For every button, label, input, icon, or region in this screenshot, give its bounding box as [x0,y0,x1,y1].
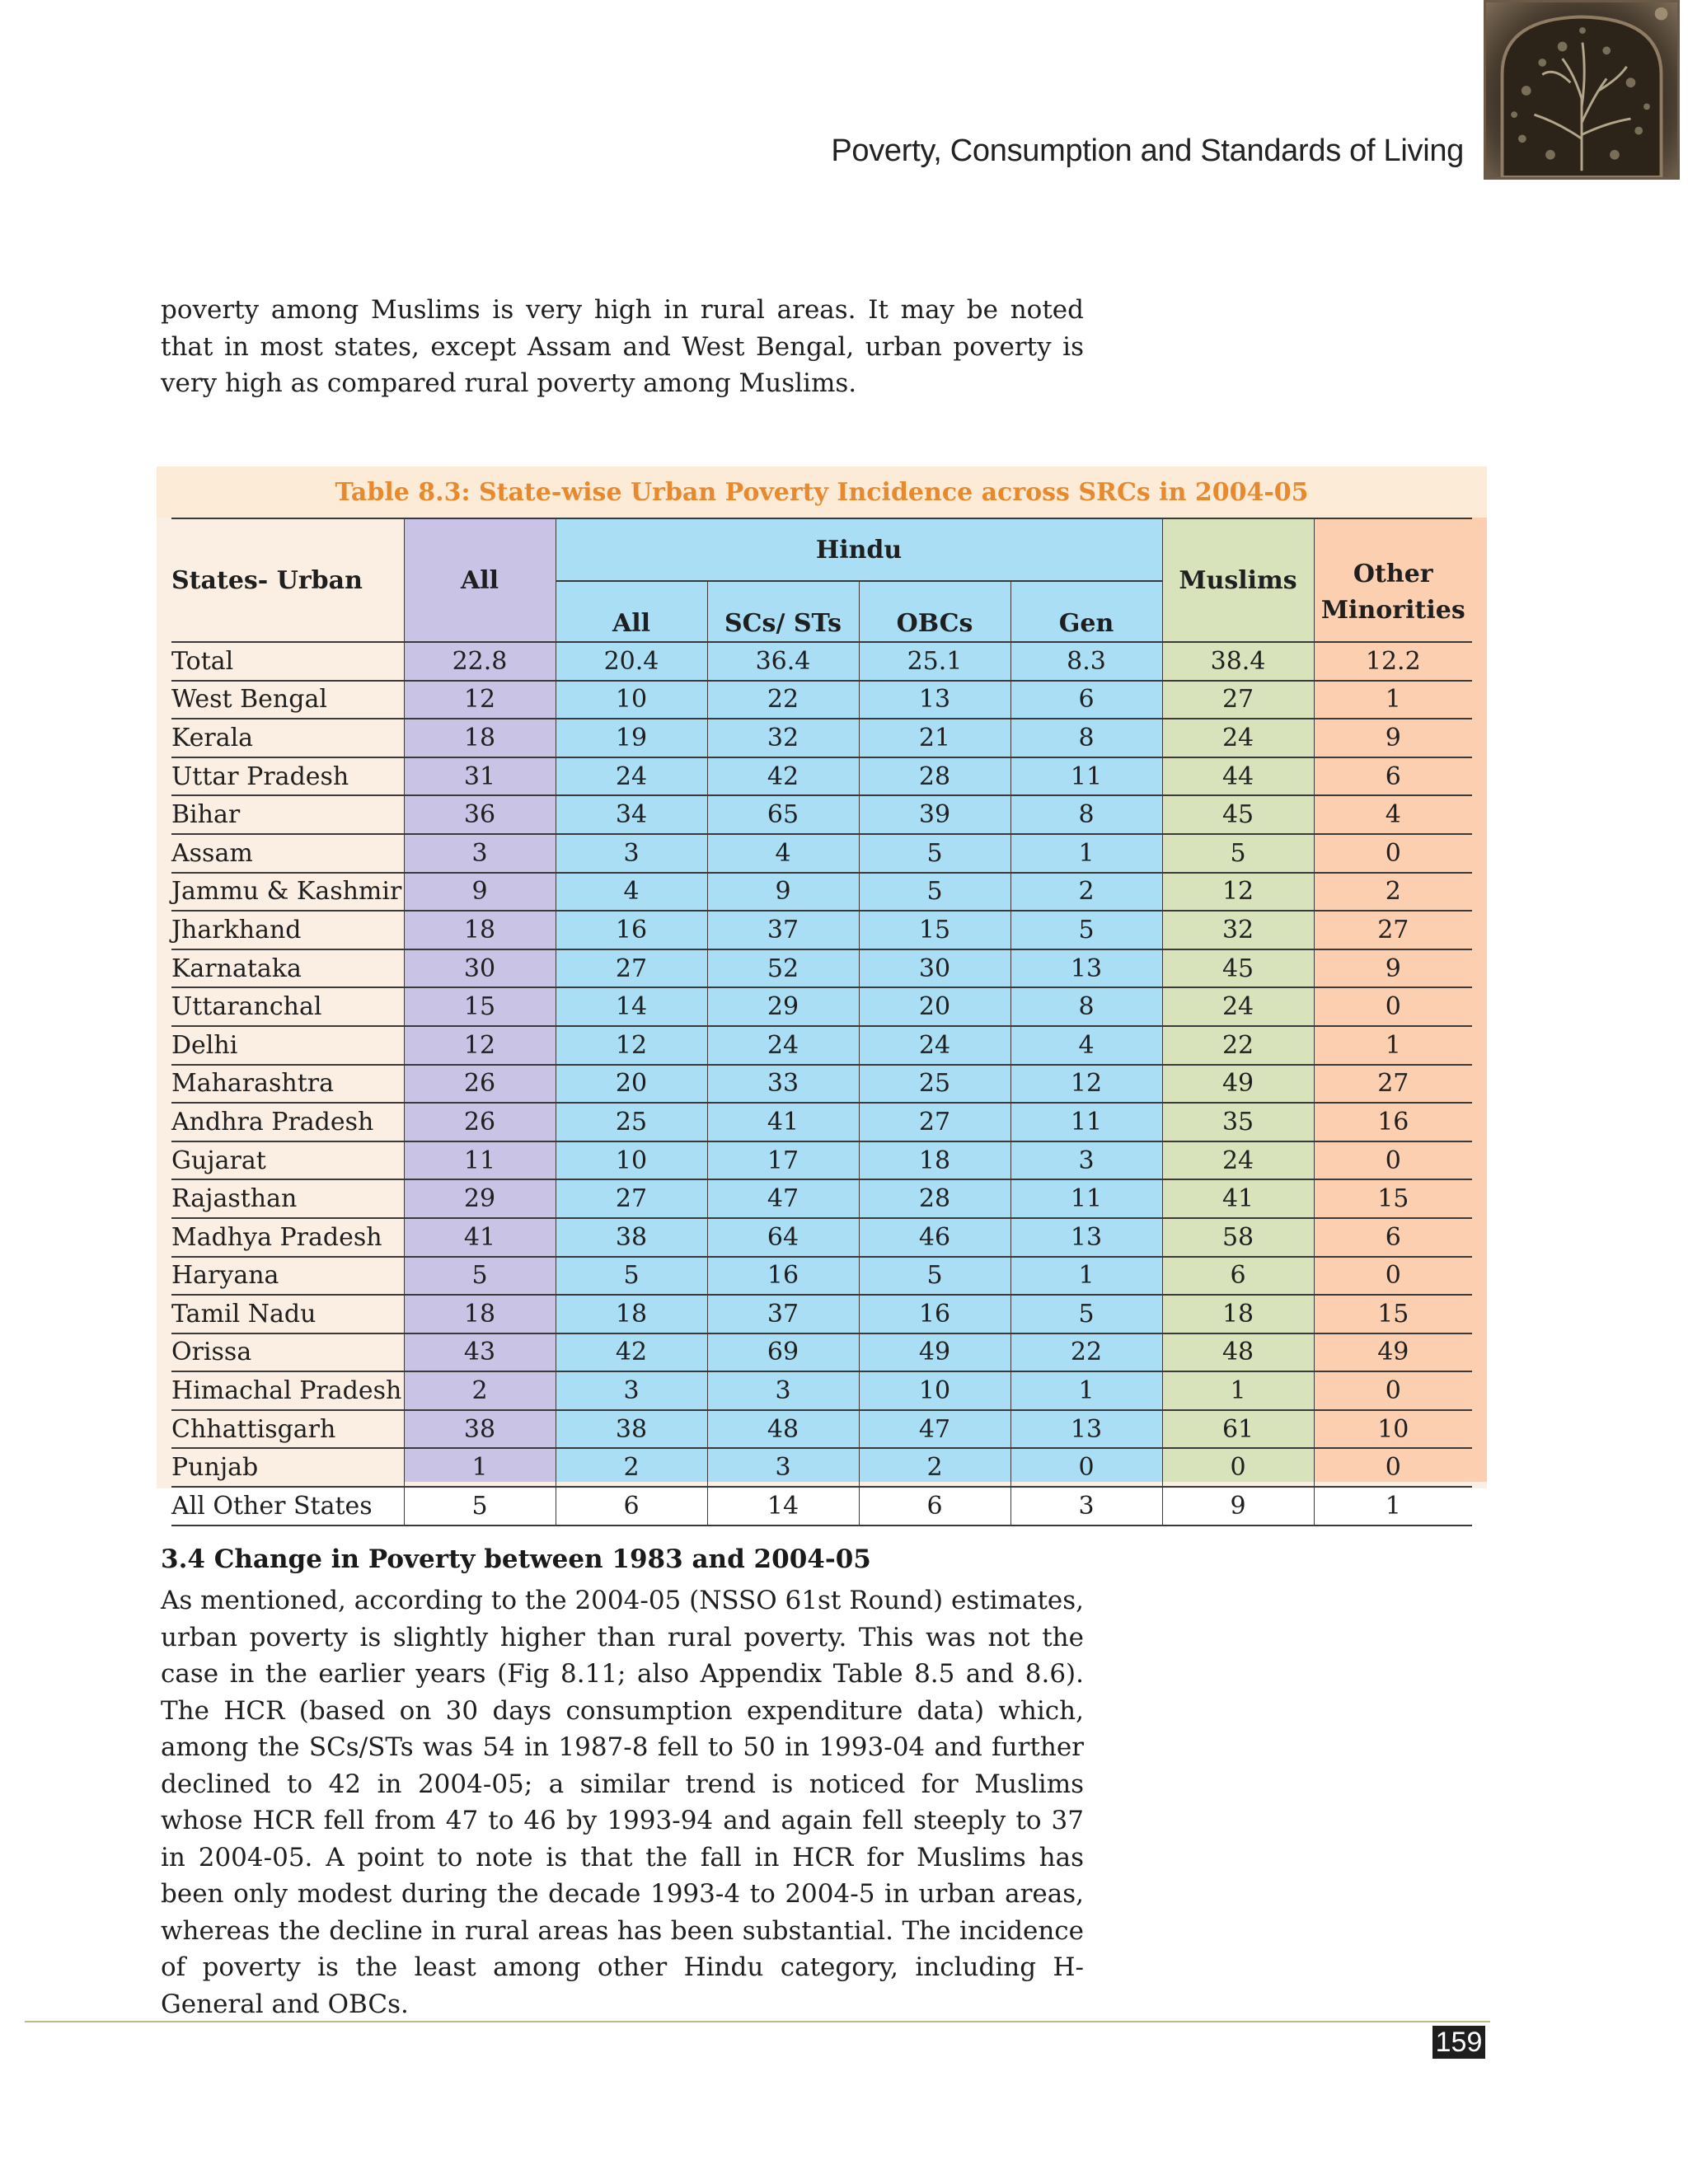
cell-state: Punjab [171,1448,404,1487]
cell-hindu-scst: 33 [707,1065,859,1104]
cell-all: 38 [404,1410,556,1449]
cell-hindu-obcs: 27 [859,1103,1010,1141]
cell-muslims: 12 [1162,873,1314,912]
table-row [171,1487,1472,1526]
cell-hindu-obcs: 25.1 [859,642,1010,681]
cell-hindu-scst: 9 [707,873,859,912]
cell-hindu-gen: 8.3 [1010,642,1162,681]
cell-muslims: 9 [1162,1487,1314,1526]
cell-other-minorities: 0 [1314,834,1472,873]
cell-hindu-gen: 8 [1010,719,1162,757]
cell-state: Chhattisgarh [171,1410,404,1449]
cell-hindu-all: 3 [556,834,707,873]
cell-hindu-all: 25 [556,1103,707,1141]
table-row [171,1026,1472,1065]
cell-hindu-gen: 13 [1010,949,1162,988]
cell-hindu-scst: 69 [707,1333,859,1372]
cell-all: 5 [404,1257,556,1296]
cell-all: 26 [404,1065,556,1104]
cell-other-minorities: 15 [1314,1179,1472,1218]
cell-state: Tamil Nadu [171,1295,404,1333]
table-row [171,834,1472,873]
cell-hindu-all: 34 [556,795,707,834]
cell-other-minorities: 12.2 [1314,642,1472,681]
table-row [171,949,1472,988]
cell-hindu-gen: 11 [1010,757,1162,796]
header-other-minorities: Other Minorities [1314,518,1472,642]
cell-hindu-obcs: 46 [859,1218,1010,1257]
cell-all: 1 [404,1448,556,1487]
cell-other-minorities: 6 [1314,1218,1472,1257]
cell-hindu-scst: 24 [707,1026,859,1065]
cell-hindu-all: 5 [556,1257,707,1296]
header-hindu-gen: Gen [1010,581,1162,642]
cell-state: Rajasthan [171,1179,404,1218]
cell-all: 11 [404,1141,556,1180]
cell-hindu-scst: 14 [707,1487,859,1526]
cell-hindu-scst: 3 [707,1371,859,1410]
cell-other-minorities: 9 [1314,949,1472,988]
cell-other-minorities: 6 [1314,757,1472,796]
cell-state: Madhya Pradesh [171,1218,404,1257]
cell-muslims: 24 [1162,719,1314,757]
header-hindu-all: All [556,581,707,642]
cell-muslims: 44 [1162,757,1314,796]
cell-hindu-obcs: 28 [859,1179,1010,1218]
cell-hindu-scst: 3 [707,1448,859,1487]
cell-hindu-gen: 0 [1010,1448,1162,1487]
cell-state: Assam [171,834,404,873]
cell-hindu-all: 19 [556,719,707,757]
cell-hindu-all: 6 [556,1487,707,1526]
cell-state: West Bengal [171,681,404,719]
cell-hindu-obcs: 2 [859,1448,1010,1487]
cell-muslims: 6 [1162,1257,1314,1296]
cell-hindu-scst: 41 [707,1103,859,1141]
cell-muslims: 24 [1162,1141,1314,1180]
urban-poverty-table [171,518,1472,1526]
cell-other-minorities: 0 [1314,1141,1472,1180]
cell-other-minorities: 0 [1314,1257,1472,1296]
cell-state: All Other States [171,1487,404,1526]
table-row [171,681,1472,719]
table-row [171,873,1472,912]
cell-hindu-scst: 29 [707,987,859,1026]
cell-all: 30 [404,949,556,988]
cell-hindu-all: 42 [556,1333,707,1372]
cell-other-minorities: 1 [1314,1026,1472,1065]
cell-hindu-all: 4 [556,873,707,912]
cell-other-minorities: 4 [1314,795,1472,834]
table-body [171,642,1472,1526]
table-row [171,1141,1472,1180]
cell-hindu-gen: 11 [1010,1103,1162,1141]
table-row [171,1371,1472,1410]
cell-hindu-obcs: 21 [859,719,1010,757]
cell-state: Haryana [171,1257,404,1296]
cell-hindu-scst: 48 [707,1410,859,1449]
cell-all: 9 [404,873,556,912]
cell-state: Kerala [171,719,404,757]
cell-hindu-scst: 32 [707,719,859,757]
table-row [171,1410,1472,1449]
cell-hindu-all: 16 [556,911,707,949]
cell-hindu-scst: 16 [707,1257,859,1296]
cell-hindu-gen: 11 [1010,1179,1162,1218]
cell-hindu-all: 14 [556,987,707,1026]
header-hindu-obcs: OBCs [859,581,1010,642]
cell-hindu-gen: 4 [1010,1026,1162,1065]
cell-muslims: 35 [1162,1103,1314,1141]
cell-hindu-scst: 42 [707,757,859,796]
cell-hindu-obcs: 39 [859,795,1010,834]
header-hindu-scst: SCs/ STs [707,581,859,642]
cell-hindu-gen: 13 [1010,1218,1162,1257]
cell-hindu-gen: 22 [1010,1333,1162,1372]
header-all: All [404,518,556,642]
cell-muslims: 38.4 [1162,642,1314,681]
table-row [171,795,1472,834]
table-row [171,757,1472,796]
cell-state: Karnataka [171,949,404,988]
cell-other-minorities: 0 [1314,987,1472,1026]
cell-hindu-gen: 5 [1010,911,1162,949]
cell-hindu-scst: 17 [707,1141,859,1180]
cell-muslims: 5 [1162,834,1314,873]
cell-hindu-obcs: 13 [859,681,1010,719]
cell-other-minorities: 49 [1314,1333,1472,1372]
table-row [171,1448,1472,1487]
table-row [171,1295,1472,1333]
cell-muslims: 45 [1162,795,1314,834]
cell-state: Maharashtra [171,1065,404,1104]
cell-hindu-gen: 8 [1010,987,1162,1026]
cell-state: Bihar [171,795,404,834]
cell-hindu-scst: 47 [707,1179,859,1218]
cell-hindu-all: 27 [556,949,707,988]
cell-state: Uttar Pradesh [171,757,404,796]
cell-hindu-obcs: 18 [859,1141,1010,1180]
cell-state: Delhi [171,1026,404,1065]
cell-hindu-gen: 13 [1010,1410,1162,1449]
cell-hindu-gen: 3 [1010,1141,1162,1180]
cell-all: 18 [404,719,556,757]
cell-hindu-obcs: 5 [859,834,1010,873]
cell-all: 18 [404,1295,556,1333]
cell-muslims: 45 [1162,949,1314,988]
cell-muslims: 0 [1162,1448,1314,1487]
cell-hindu-all: 18 [556,1295,707,1333]
cell-all: 5 [404,1487,556,1526]
cell-all: 41 [404,1218,556,1257]
cell-muslims: 22 [1162,1026,1314,1065]
cell-muslims: 27 [1162,681,1314,719]
cell-hindu-scst: 65 [707,795,859,834]
cell-other-minorities: 27 [1314,911,1472,949]
cell-all: 36 [404,795,556,834]
cell-state: Jammu & Kashmir [171,873,404,912]
cell-hindu-gen: 12 [1010,1065,1162,1104]
cell-hindu-gen: 5 [1010,1295,1162,1333]
cell-hindu-all: 24 [556,757,707,796]
cell-state: Andhra Pradesh [171,1103,404,1141]
table-row [171,1103,1472,1141]
cell-hindu-all: 2 [556,1448,707,1487]
cell-hindu-scst: 52 [707,949,859,988]
cell-hindu-gen: 1 [1010,1371,1162,1410]
table-title: Table 8.3: State-wise Urban Poverty Incidence across SRCs in 2004-05 [157,466,1487,518]
section-heading: 3.4 Change in Poverty between 1983 and 2004-05 [161,1544,871,1574]
cell-hindu-all: 20.4 [556,642,707,681]
cell-all: 22.8 [404,642,556,681]
cell-hindu-obcs: 6 [859,1487,1010,1526]
cell-state: Orissa [171,1333,404,1372]
footer-rule [25,2021,1490,2022]
header-muslims: Muslims [1162,518,1314,642]
intro-paragraph: poverty among Muslims is very high in rural areas. It may be noted that in most states, except Assam and West Bengal, urban poverty is very high as compared rural poverty among Muslims. [161,295,1084,398]
poverty-table-panel [157,466,1487,1521]
cell-hindu-obcs: 30 [859,949,1010,988]
cell-hindu-obcs: 20 [859,987,1010,1026]
cell-state: Uttaranchal [171,987,404,1026]
table-row [171,1218,1472,1257]
table-row [171,1179,1472,1218]
cell-all: 15 [404,987,556,1026]
cell-all: 18 [404,911,556,949]
header-states: States- Urban [171,518,404,642]
cell-hindu-scst: 22 [707,681,859,719]
cell-muslims: 18 [1162,1295,1314,1333]
cell-state: Himachal Pradesh [171,1371,404,1410]
cell-hindu-all: 10 [556,1141,707,1180]
table-row [171,1257,1472,1296]
cell-hindu-scst: 37 [707,1295,859,1333]
cell-state: Gujarat [171,1141,404,1180]
cell-hindu-gen: 6 [1010,681,1162,719]
cell-hindu-gen: 3 [1010,1487,1162,1526]
header-lattice-photo [1484,0,1680,180]
table-row [171,1065,1472,1104]
table-row [171,642,1472,681]
cell-other-minorities: 0 [1314,1448,1472,1487]
cell-all: 12 [404,1026,556,1065]
page-number: 159 [1432,2026,1485,2059]
cell-hindu-all: 10 [556,681,707,719]
cell-hindu-scst: 64 [707,1218,859,1257]
cell-other-minorities: 27 [1314,1065,1472,1104]
cell-hindu-obcs: 47 [859,1410,1010,1449]
table-row [171,719,1472,757]
cell-hindu-obcs: 24 [859,1026,1010,1065]
cell-muslims: 61 [1162,1410,1314,1449]
cell-state: Jharkhand [171,911,404,949]
cell-muslims: 48 [1162,1333,1314,1372]
cell-hindu-gen: 2 [1010,873,1162,912]
cell-other-minorities: 1 [1314,681,1472,719]
cell-other-minorities: 15 [1314,1295,1472,1333]
cell-all: 29 [404,1179,556,1218]
cell-hindu-obcs: 5 [859,873,1010,912]
cell-all: 3 [404,834,556,873]
cell-other-minorities: 0 [1314,1371,1472,1410]
cell-other-minorities: 2 [1314,873,1472,912]
cell-hindu-scst: 37 [707,911,859,949]
cell-other-minorities: 1 [1314,1487,1472,1526]
cell-muslims: 32 [1162,911,1314,949]
table-row [171,1333,1472,1372]
cell-hindu-obcs: 5 [859,1257,1010,1296]
cell-hindu-all: 20 [556,1065,707,1104]
cell-hindu-obcs: 15 [859,911,1010,949]
cell-all: 26 [404,1103,556,1141]
cell-muslims: 41 [1162,1179,1314,1218]
cell-hindu-all: 38 [556,1218,707,1257]
running-header-title: Poverty, Consumption and Standards of Living [831,134,1464,168]
cell-hindu-scst: 36.4 [707,642,859,681]
cell-hindu-gen: 1 [1010,834,1162,873]
cell-muslims: 24 [1162,987,1314,1026]
cell-state: Total [171,642,404,681]
cell-other-minorities: 9 [1314,719,1472,757]
cell-hindu-gen: 8 [1010,795,1162,834]
cell-all: 43 [404,1333,556,1372]
cell-hindu-obcs: 16 [859,1295,1010,1333]
cell-hindu-obcs: 49 [859,1333,1010,1372]
section-paragraph: As mentioned, according to the 2004-05 (NSSO 61st Round) estimates, urban poverty is slightly higher than rural poverty. This was not the case in the earlier years (Fig 8.11; also Appendix Table 8.5 and 8.6). The HCR (based on 30 days consumption expenditure data) which, among the SCs/STs was 54 in 1987-8 fell to 50 in 1993-04 and further declined to 42 in 2004-05; a similar trend is noticed for Muslims whose HCR fell from 47 to 46 by 1993-94 and again fell steeply to 37 in 2004-05. A point to note is that the fall in HCR for Muslims has been only modest during the decade 1993-4 to 2004-5 in urban areas, whereas the decline in rural areas has been substantial. The incidence of poverty is the least among other Hindu category, including H-General and OBCs. [161,1586,1085,2019]
cell-muslims: 1 [1162,1371,1314,1410]
header-hindu: Hindu [556,518,1162,581]
stone-lattice-window-image [1486,2,1677,177]
table-row [171,987,1472,1026]
cell-hindu-all: 3 [556,1371,707,1410]
cell-other-minorities: 10 [1314,1410,1472,1449]
cell-hindu-obcs: 28 [859,757,1010,796]
cell-all: 31 [404,757,556,796]
cell-hindu-obcs: 10 [859,1371,1010,1410]
cell-all: 2 [404,1371,556,1410]
cell-hindu-gen: 1 [1010,1257,1162,1296]
cell-muslims: 58 [1162,1218,1314,1257]
cell-muslims: 49 [1162,1065,1314,1104]
cell-hindu-all: 12 [556,1026,707,1065]
cell-hindu-all: 38 [556,1410,707,1449]
table-row [171,911,1472,949]
cell-hindu-obcs: 25 [859,1065,1010,1104]
cell-other-minorities: 16 [1314,1103,1472,1141]
cell-hindu-all: 27 [556,1179,707,1218]
cell-hindu-scst: 4 [707,834,859,873]
cell-all: 12 [404,681,556,719]
